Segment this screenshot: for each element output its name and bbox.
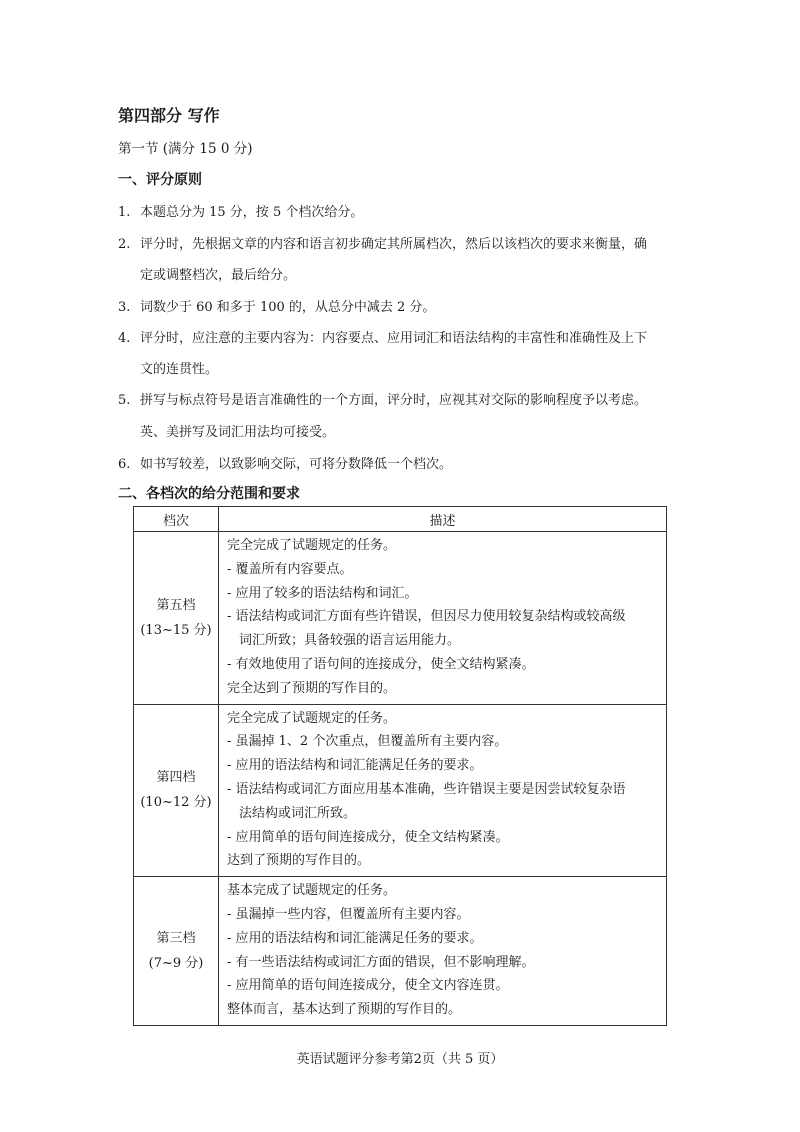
table-row <box>134 877 667 1026</box>
desc-line: 整体而言，基本达到了预期的写作目的。 <box>227 1002 462 1018</box>
desc-line: - 虽漏掉 1、2 个次重点，但覆盖所有主要内容。 <box>227 734 508 750</box>
table-row <box>134 532 667 705</box>
rule-item: 3. 词数少于 60 和多于 100 的，从总分中减去 2 分。 <box>118 300 436 315</box>
rule-item: 4. 评分时，应注意的主要内容为：内容要点、应用词汇和语法结构的丰富性和准确性及上下 <box>118 331 648 346</box>
page-footer: 英语试题评分参考第2页（共 5 页） <box>296 1052 504 1067</box>
level-cell <box>134 532 219 705</box>
desc-line: - 有一些语法结构或词汇方面的错误，但不影响理解。 <box>227 954 535 970</box>
section-title: 第一节 (满分 15 0 分) <box>118 141 253 157</box>
header-level: 档次 <box>134 507 219 532</box>
desc-line: - 应用了较多的语法结构和词汇。 <box>227 585 418 601</box>
level-name: 第五档 <box>156 597 196 613</box>
part-title: 第四部分 写作 <box>118 106 220 125</box>
desc-line: 法结构或词汇所致。 <box>239 805 357 821</box>
description-cell <box>219 704 667 877</box>
level-cell <box>134 877 219 1026</box>
table-row <box>134 704 667 877</box>
desc-line: - 语法结构或词汇方面有些许错误，但因尽力使用较复杂结构或较高级 <box>227 609 626 625</box>
rule-item: 5. 拼写与标点符号是语言准确性的一个方面，评分时，应视其对交际的影响程度予以考虑。 <box>118 393 648 408</box>
rule-continuation: 定或调整档次，最后给分。 <box>140 268 297 283</box>
heading-scoring-principles: 一、评分原则 <box>118 172 202 188</box>
level-name: 第四档 <box>156 770 196 786</box>
level-range: (10~12 分) <box>140 795 212 811</box>
desc-line: 完全完成了试题规定的任务。 <box>227 538 397 553</box>
description-cell <box>219 877 667 1026</box>
rule-item: 2. 评分时，先根据文章的内容和语言初步确定其所属档次，然后以该档次的要求来衡量，确 <box>118 237 648 252</box>
desc-line: 完全达到了预期的写作目的。 <box>227 680 397 696</box>
level-name: 第三档 <box>156 931 196 947</box>
rule-continuation: 文的连贯性。 <box>140 362 219 377</box>
desc-line: - 应用的语法结构和词汇能满足任务的要求。 <box>227 930 483 946</box>
level-cell <box>134 704 219 877</box>
rule-item: 1. 本题总分为 15 分，按 5 个档次给分。 <box>118 205 364 220</box>
rule-item: 6. 如书写较差，以致影响交际，可将分数降低一个档次。 <box>118 457 453 472</box>
desc-line: - 虽漏掉一些内容，但覆盖所有主要内容。 <box>227 906 470 922</box>
heading-grade-levels: 二、各档次的给分范围和要求 <box>118 486 300 502</box>
desc-line: - 应用简单的语句间连接成分，使全文内容连贯。 <box>227 978 509 994</box>
description-cell <box>219 532 667 705</box>
desc-line: 词汇所致；具备较强的语言运用能力。 <box>239 633 461 649</box>
desc-line: - 有效地使用了语句间的连接成分，使全文结构紧凑。 <box>227 656 535 672</box>
desc-line: 完全完成了试题规定的任务。 <box>227 710 397 726</box>
desc-line: - 应用的语法结构和词汇能满足任务的要求。 <box>227 758 483 774</box>
desc-line: 达到了预期的写作目的。 <box>227 853 371 869</box>
rule-continuation: 英、美拼写及词汇用法均可接受。 <box>140 425 336 440</box>
level-range: (7~9 分) <box>148 956 204 972</box>
desc-line: 基本完成了试题规定的任务。 <box>227 883 397 899</box>
desc-line: - 覆盖所有内容要点。 <box>227 561 353 577</box>
table-header-row <box>134 507 667 532</box>
level-range: (13~15 分) <box>140 622 212 638</box>
grading-table <box>133 506 667 1026</box>
desc-line: - 应用简单的语句间连接成分，使全文结构紧凑。 <box>227 829 509 845</box>
desc-line: - 语法结构或词汇方面应用基本准确，些许错误主要是因尝试较复杂语 <box>227 781 626 797</box>
header-description: 描述 <box>219 507 667 532</box>
